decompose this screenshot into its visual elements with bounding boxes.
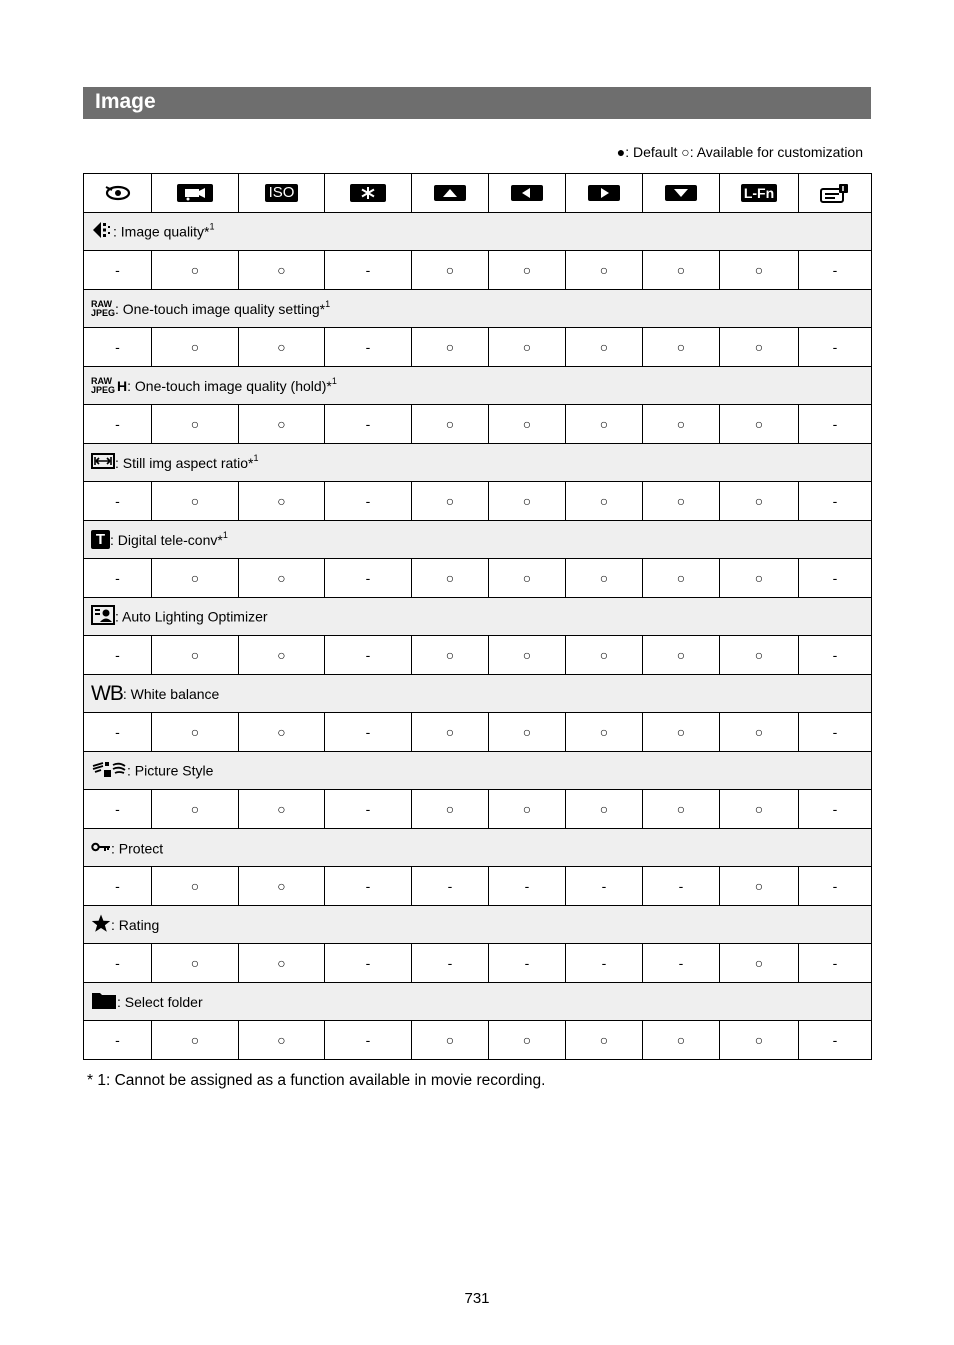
table-cell: ○ xyxy=(720,713,799,752)
table-cell: ○ xyxy=(566,790,643,829)
picture-style-icon xyxy=(91,760,127,781)
table-cell: ○ xyxy=(489,559,566,598)
table-cell: ○ xyxy=(643,790,720,829)
section-row xyxy=(84,675,872,713)
table-cell: - xyxy=(325,559,412,598)
values-row xyxy=(84,405,872,444)
table-cell: ○ xyxy=(489,482,566,521)
table-cell: - xyxy=(325,636,412,675)
section-label: : White balance xyxy=(122,685,220,702)
section-row xyxy=(84,983,872,1021)
table-cell: ○ xyxy=(643,1021,720,1060)
white-balance-icon: WB xyxy=(91,681,123,705)
table-cell: ○ xyxy=(152,867,239,906)
table-cell: ○ xyxy=(489,328,566,367)
table-cell: ○ xyxy=(152,559,239,598)
table-cell: - xyxy=(412,944,489,983)
legend xyxy=(617,144,863,160)
section-label: : One-touch image quality (hold)* xyxy=(127,377,332,394)
section-title: Image xyxy=(83,87,871,119)
table-cell: ○ xyxy=(412,790,489,829)
section-header xyxy=(84,367,872,405)
table-cell: - xyxy=(84,867,152,906)
table-cell: - xyxy=(84,251,152,290)
values-row xyxy=(84,867,872,906)
folder-icon xyxy=(91,991,117,1013)
table-cell: ○ xyxy=(239,1021,325,1060)
footnote-ref: 1 xyxy=(253,452,259,463)
table-cell: ○ xyxy=(239,713,325,752)
col-header-lens-fn xyxy=(720,174,799,213)
section-label: : Picture Style xyxy=(127,762,214,779)
col-header-left xyxy=(489,174,566,213)
table-cell: - xyxy=(84,713,152,752)
protect-key-icon xyxy=(91,840,111,856)
values-row xyxy=(84,1021,872,1060)
lens-function-icon: L-Fn xyxy=(741,184,777,202)
legend-default-symbol: ● xyxy=(616,144,626,160)
section-row xyxy=(84,444,872,482)
digital-tele-icon: T xyxy=(91,530,110,549)
table-cell: ○ xyxy=(720,328,799,367)
section-row xyxy=(84,752,872,790)
table-cell: - xyxy=(799,944,872,983)
table-cell: ○ xyxy=(566,1021,643,1060)
table-cell: ○ xyxy=(643,713,720,752)
section-header xyxy=(84,675,872,713)
footnote-ref: 1 xyxy=(222,529,228,540)
table-cell: ○ xyxy=(720,559,799,598)
table-cell: ○ xyxy=(239,251,325,290)
table-cell: - xyxy=(566,867,643,906)
values-row xyxy=(84,559,872,598)
table-cell: - xyxy=(325,944,412,983)
section-header xyxy=(84,521,872,559)
section-label: : Digital tele-conv* xyxy=(110,531,223,548)
section-label: : One-touch image quality setting* xyxy=(115,300,326,317)
table-cell: ○ xyxy=(720,867,799,906)
values-row xyxy=(84,713,872,752)
table-cell: ○ xyxy=(239,559,325,598)
col-header-af-eye xyxy=(84,174,152,213)
table-cell: - xyxy=(325,405,412,444)
table-cell: - xyxy=(325,867,412,906)
table-cell: - xyxy=(566,944,643,983)
section-header xyxy=(84,290,872,328)
table-cell: ○ xyxy=(720,790,799,829)
table-header-row xyxy=(84,174,872,213)
table-cell: ○ xyxy=(566,251,643,290)
raw-jpeg-icon: RAW JPEG xyxy=(91,299,116,319)
footnote-ref: 1 xyxy=(331,375,337,386)
table-cell: - xyxy=(799,328,872,367)
section-row xyxy=(84,598,872,636)
table-cell: - xyxy=(412,867,489,906)
section-row xyxy=(84,367,872,405)
section-header xyxy=(84,829,872,867)
iso-icon: ISO xyxy=(265,184,299,202)
col-header-iso xyxy=(239,174,325,213)
footnote-ref: 1 xyxy=(325,298,331,309)
table-cell: - xyxy=(799,713,872,752)
table-cell: ○ xyxy=(152,482,239,521)
cross-key-up-icon xyxy=(434,185,466,201)
table-cell: ○ xyxy=(720,405,799,444)
table-cell: ○ xyxy=(489,713,566,752)
table-cell: - xyxy=(84,790,152,829)
table-cell: - xyxy=(489,944,566,983)
col-header-multi-fn xyxy=(799,174,872,213)
table-cell: ○ xyxy=(239,328,325,367)
table-cell: ○ xyxy=(566,482,643,521)
table-cell: - xyxy=(325,328,412,367)
table-cell: - xyxy=(799,405,872,444)
table-cell: ○ xyxy=(643,251,720,290)
col-header-movie xyxy=(152,174,239,213)
table-cell: - xyxy=(84,559,152,598)
legend-custom-symbol: ○ xyxy=(681,144,690,160)
table-cell: ○ xyxy=(720,636,799,675)
legend-custom-text: : Available for customization xyxy=(689,144,863,160)
table-cell: ○ xyxy=(152,251,239,290)
table-cell: ○ xyxy=(720,251,799,290)
table-cell: ○ xyxy=(489,405,566,444)
table-cell: ○ xyxy=(412,328,489,367)
table-cell: ○ xyxy=(566,405,643,444)
col-header-up xyxy=(412,174,489,213)
table-cell: ○ xyxy=(412,636,489,675)
values-row xyxy=(84,328,872,367)
table-cell: ○ xyxy=(412,713,489,752)
table-cell: ○ xyxy=(566,713,643,752)
raw-jpeg-hold-icon: RAW JPEG H xyxy=(91,376,128,396)
cross-key-left-icon xyxy=(511,185,543,201)
table-cell: - xyxy=(799,636,872,675)
table-cell: - xyxy=(643,867,720,906)
ae-lock-icon xyxy=(350,184,386,202)
table-cell: ○ xyxy=(412,559,489,598)
section-header xyxy=(84,598,872,636)
table-cell: - xyxy=(643,944,720,983)
table-cell: - xyxy=(799,867,872,906)
table-cell: ○ xyxy=(152,405,239,444)
values-row xyxy=(84,790,872,829)
section-header xyxy=(84,213,872,251)
table-cell: - xyxy=(84,482,152,521)
col-header-down xyxy=(643,174,720,213)
table-cell: ○ xyxy=(152,944,239,983)
table-cell: - xyxy=(799,790,872,829)
table-cell: ○ xyxy=(152,790,239,829)
table-cell: - xyxy=(799,1021,872,1060)
section-row xyxy=(84,521,872,559)
table-cell: - xyxy=(325,713,412,752)
multi-function-icon xyxy=(820,183,850,203)
section-label: : Rating xyxy=(111,916,160,933)
rating-star-icon xyxy=(91,914,111,936)
table-cell: - xyxy=(325,251,412,290)
table-cell: ○ xyxy=(152,636,239,675)
table-cell: - xyxy=(84,405,152,444)
table-cell: ○ xyxy=(720,1021,799,1060)
table-cell: ○ xyxy=(489,251,566,290)
section-label: : Select folder xyxy=(117,993,203,1010)
table-cell: ○ xyxy=(643,328,720,367)
aspect-ratio-icon xyxy=(91,453,115,472)
table-cell: ○ xyxy=(643,405,720,444)
section-label: : Still img aspect ratio* xyxy=(115,454,254,471)
table-cell: - xyxy=(799,559,872,598)
footnote: * 1: Cannot be assigned as a function available in movie recording. xyxy=(87,1072,546,1089)
table-cell: ○ xyxy=(489,790,566,829)
table-cell: ○ xyxy=(239,944,325,983)
values-row xyxy=(84,636,872,675)
table-cell: - xyxy=(84,944,152,983)
table-cell: ○ xyxy=(239,405,325,444)
col-header-right xyxy=(566,174,643,213)
table-cell: - xyxy=(799,251,872,290)
table-cell: - xyxy=(489,867,566,906)
table-cell: ○ xyxy=(412,405,489,444)
legend-default-text: : Default xyxy=(625,144,678,160)
section-header xyxy=(84,444,872,482)
table-cell: - xyxy=(799,482,872,521)
table-cell: ○ xyxy=(239,790,325,829)
table-cell: ○ xyxy=(239,636,325,675)
table-cell: ○ xyxy=(239,867,325,906)
table-cell: ○ xyxy=(720,482,799,521)
table-cell: - xyxy=(325,790,412,829)
table-cell: ○ xyxy=(566,636,643,675)
cross-key-down-icon xyxy=(665,185,697,201)
values-row xyxy=(84,482,872,521)
table-cell: ○ xyxy=(643,636,720,675)
image-quality-icon xyxy=(91,220,113,243)
section-label: : Protect xyxy=(111,840,164,857)
table-cell: - xyxy=(325,1021,412,1060)
table-cell: ○ xyxy=(412,251,489,290)
movie-camera-icon xyxy=(177,184,213,202)
section-label: : Auto Lighting Optimizer xyxy=(115,608,268,625)
table-cell: ○ xyxy=(152,713,239,752)
table-cell: ○ xyxy=(489,1021,566,1060)
table-cell: ○ xyxy=(643,559,720,598)
table-cell: - xyxy=(84,328,152,367)
table-cell: ○ xyxy=(239,482,325,521)
table-cell: ○ xyxy=(566,328,643,367)
table-cell: ○ xyxy=(489,636,566,675)
table-cell: ○ xyxy=(152,1021,239,1060)
section-row xyxy=(84,829,872,867)
table-cell: ○ xyxy=(152,328,239,367)
section-row xyxy=(84,213,872,251)
table-cell: ○ xyxy=(412,482,489,521)
customization-table xyxy=(83,173,872,1060)
table-cell: - xyxy=(325,482,412,521)
table-cell: ○ xyxy=(643,482,720,521)
section-header xyxy=(84,983,872,1021)
table-cell: - xyxy=(84,1021,152,1060)
section-header xyxy=(84,906,872,944)
af-eye-icon xyxy=(103,183,133,203)
col-header-ae-lock xyxy=(325,174,412,213)
section-header xyxy=(84,752,872,790)
section-row xyxy=(84,906,872,944)
cross-key-right-icon xyxy=(588,185,620,201)
table-cell: ○ xyxy=(412,1021,489,1060)
values-row xyxy=(84,251,872,290)
values-row xyxy=(84,944,872,983)
section-label: : Image quality* xyxy=(113,223,210,240)
table-cell: ○ xyxy=(566,559,643,598)
footnote-ref: 1 xyxy=(209,221,215,232)
auto-lighting-icon xyxy=(91,605,115,628)
table-cell: ○ xyxy=(720,944,799,983)
page-number: 731 xyxy=(464,1290,490,1307)
section-row xyxy=(84,290,872,328)
table-cell: - xyxy=(84,636,152,675)
